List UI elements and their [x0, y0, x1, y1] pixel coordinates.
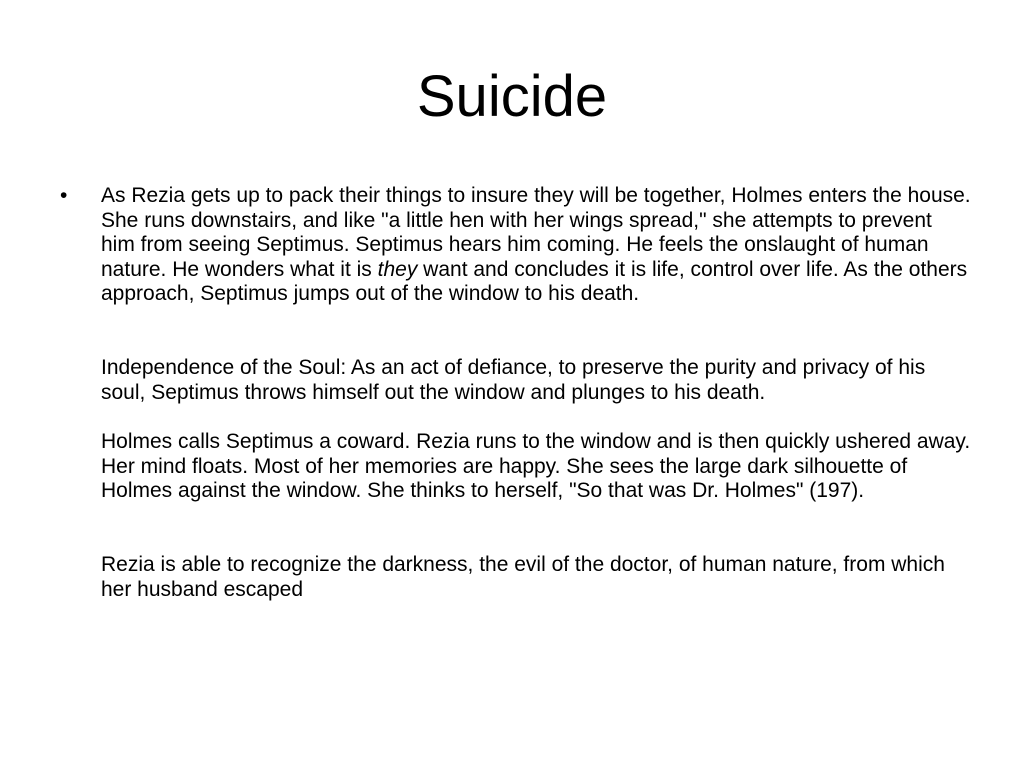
bullet-body: [101, 184, 971, 602]
bullet-marker: •: [60, 184, 68, 207]
spacer: [101, 405, 971, 430]
slide-title: Suicide: [416, 64, 608, 129]
paragraph-1-end: want and concludes it is life, control over life. As the others approach, Septimus jumps out of the window to his death.: [101, 257, 968, 306]
paragraph-1-emphasis: they: [377, 257, 418, 281]
paragraph-4: Rezia is able to recognize the darkness, the evil of the doctor, of human nature, from which her husband escaped: [101, 552, 945, 601]
paragraph-1-start: As Rezia gets up to pack their things to insure they will be together, Holmes enters the house. She runs downstairs, and like "a little hen with her wings spread," she attempts to prevent him from seeing Septimus. Septimus hears him coming. He feels the onslaught of human nature. He wonders what it is: [101, 184, 971, 281]
spacer: [101, 307, 971, 356]
paragraph-1: [101, 184, 971, 307]
spacer: [101, 504, 971, 553]
paragraph-3: Holmes calls Septimus a coward. Rezia runs to the window and is then quickly ushered away. Her mind floats. Most of her memories are happy. She sees the large dark silhouette of Holmes against the window. She thinks to herself, "So that was Dr. Holmes" (197).: [101, 430, 971, 503]
paragraph-2: Independence of the Soul: As an act of defiance, to preserve the purity and privacy of his soul, Septimus throws himself out the window and plunges to his death.: [101, 355, 926, 404]
